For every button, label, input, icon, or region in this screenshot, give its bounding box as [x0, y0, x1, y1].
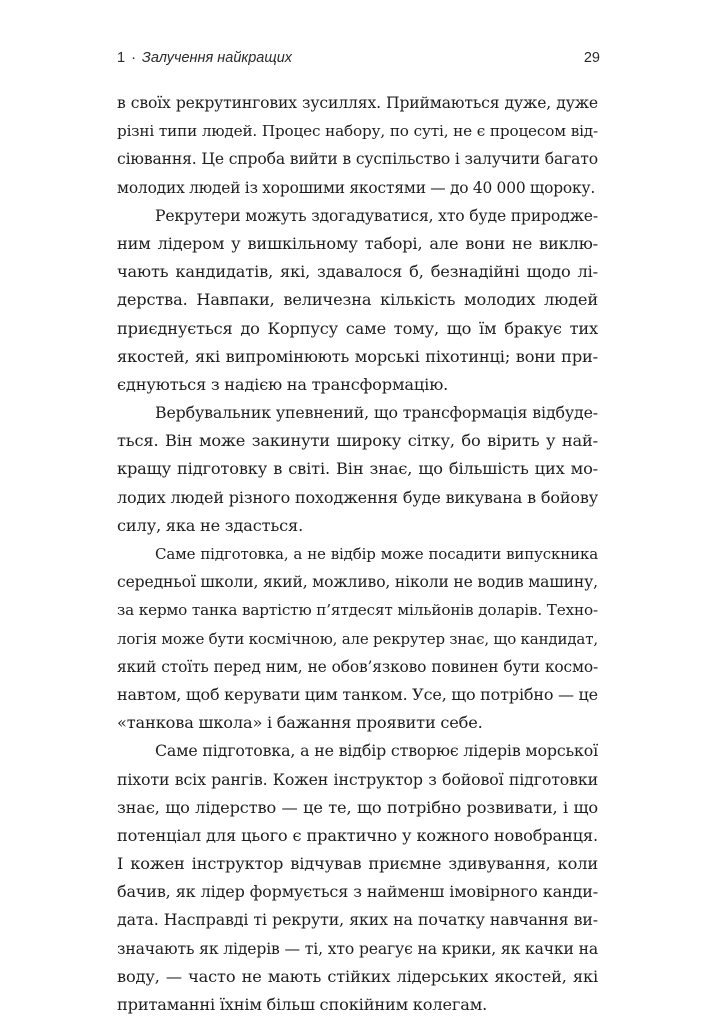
text-line: воду, — часто не мають стійких лідерських якостей, які [117, 966, 598, 986]
paragraph [117, 540, 598, 737]
text-line: кращу підготовку в світі. Він знає, що більшість цих мо- [117, 459, 598, 479]
text-line: який стоїть перед ним, не обов’язково повинен бути космо- [117, 657, 598, 676]
text-line: єднуються з надією на трансформацію. [117, 374, 449, 394]
paragraph [117, 202, 598, 399]
running-head-left [117, 50, 292, 66]
text-line: молодих людей із хорошими якостями — до 40 000 щороку. [117, 178, 596, 197]
text-line: бачив, як лідер формується з найменш імовірного канди- [117, 882, 598, 902]
chapter-title: Залучення найкращих [141, 50, 293, 66]
text-line: лодих людей різного походження буде викувана в бойову [117, 487, 598, 507]
text-line: якостей, які випромінюють морські піхотинці; вони при- [117, 346, 598, 366]
text-line: дерства. Навпаки, величезна кількість молодих людей [117, 290, 598, 310]
text-line: Вербувальник упевнений, що трансформація відбуде- [155, 403, 598, 423]
chapter-number: 1 [117, 50, 126, 66]
text-line: за кермо танка вартістю п’ятдесят мільйонів доларів. Техно- [117, 601, 598, 620]
text-line: сіювання. Це спроба вийти в суспільство і залучити багато [117, 150, 598, 169]
running-head [117, 50, 600, 72]
text-line: притаманні їхнім більш спокійним колегам. [117, 995, 488, 1014]
text-line: дата. Насправді ті рекрути, яких на початку навчання ви- [117, 910, 598, 930]
text-line: навтом, щоб керувати цим танком. Усе, що потрібно — це [117, 684, 598, 704]
text-line: різні типи людей. Процес набору, по суті, не є процесом від- [117, 122, 598, 141]
text-line: «танкова школа» і бажання проявити себе. [117, 713, 483, 733]
text-line: Саме підготовка, а не відбір може посадити випускника [155, 545, 598, 563]
text-line: потенціал для цього є практично у кожного новобранця. [117, 825, 598, 845]
text-line: Саме підготовка, а не відбір створює лідерів морської [155, 741, 598, 761]
paragraph [117, 399, 598, 540]
text-line: середньої школи, який, можливо, ніколи не водив машину, [117, 573, 598, 592]
text-line: ться. Він може закинути широку сітку, бо вірить у най- [117, 431, 598, 451]
text-line: в своїх рекрутингових зусиллях. Приймаються дуже, дуже [117, 94, 598, 112]
text-line: приєднується до Корпусу саме тому, що їм бракує тих [117, 318, 598, 338]
paragraph [117, 737, 598, 1019]
text-line: силу, яка не здасться. [117, 515, 304, 535]
text-line: значають як лідерів — ті, хто реагує на крики, як качки на [117, 939, 598, 958]
text-line: знає, що лідерство — це те, що потрібно розвивати, і що [117, 797, 598, 817]
text-line: І кожен інструктор відчував приємне здивування, коли [117, 854, 598, 874]
text-line: піхоти всіх рангів. Кожен інструктор з бойової підготовки [117, 769, 598, 789]
paragraph [117, 89, 598, 202]
text-line: ним лідером у вишкільному таборі, але вони не виклю- [117, 233, 598, 253]
body-text [117, 89, 598, 1019]
text-line: чають кандидатів, які, здавалося б, безнадійні щодо лі- [117, 262, 598, 282]
page-number: 29 [583, 50, 600, 66]
text-line: логія може бути космічною, але рекрутер знає, що кандидат, [117, 629, 598, 648]
separator: · [131, 50, 136, 66]
text-line: Рекрутери можуть здогадуватися, хто буде природже- [155, 206, 598, 225]
